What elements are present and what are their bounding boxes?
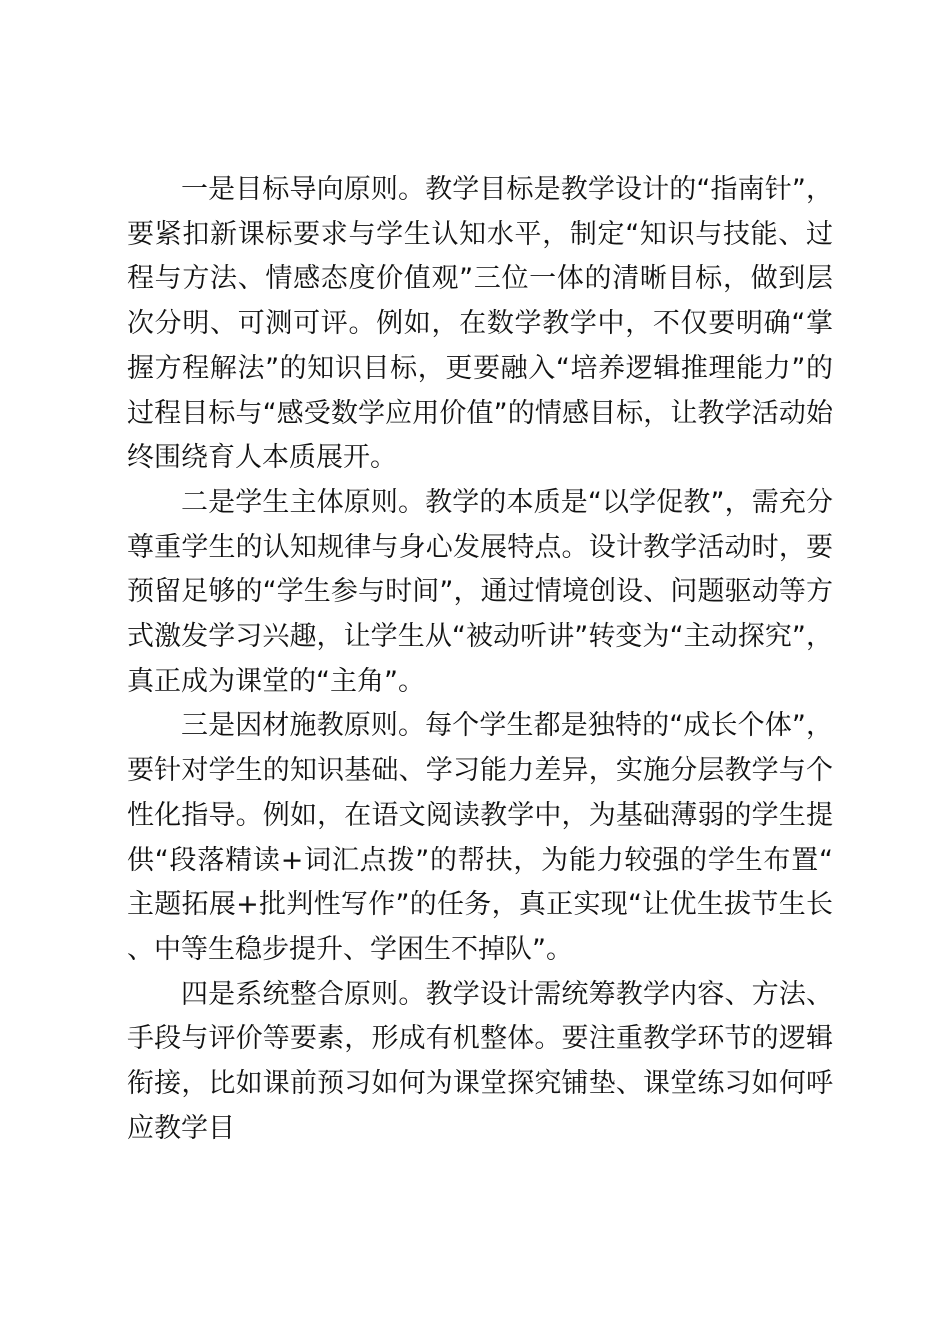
paragraph-student-centered: 二是学生主体原则。教学的本质是“以学促教”，需充分尊重学生的认知规律与身心发展特点。设计教学活动时，要预留足够的“学生参与时间”，通过情境创设、问题驱动等方式激发学习兴趣，让学生从“被动听讲”转变为“主动探究”，真正成为课堂的“主角”。 bbox=[127, 486, 833, 697]
paragraph-goal-oriented: 一是目标导向原则。教学目标是教学设计的“指南针”，要紧扣新课标要求与学生认知水平，制定“知识与技能、过程与方法、情感态度价值观”三位一体的清晰目标，做到层次分明、可测可评。例如，在数学教学中，不仅要明确“掌握方程解法”的知识目标，更要融入“培养逻辑推理能力”的过程目标与“感受数学应用价值”的情感目标，让教学活动始终围绕育人本质展开。 bbox=[127, 174, 833, 474]
paragraph-individualized: 三是因材施教原则。每个学生都是独特的“成长个体”，要针对学生的知识基础、学习能力差异，实施分层教学与个性化指导。例如，在语文阅读教学中，为基础薄弱的学生提供“段落精读+词汇点拨”的帮扶，为能力较强的学生布置“主题拓展+批判性写作”的任务，真正实现“让优生拔节生长、中等生稳步提升、学困生不掉队”。 bbox=[127, 710, 833, 965]
document-body bbox=[127, 168, 833, 1151]
paragraph-system-integration: 四是系统整合原则。教学设计需统筹教学内容、方法、手段与评价等要素，形成有机整体。要注重教学环节的逻辑衔接，比如课前预习如何为课堂探究铺垫、课堂练习如何呼应教学目 bbox=[127, 978, 833, 1144]
